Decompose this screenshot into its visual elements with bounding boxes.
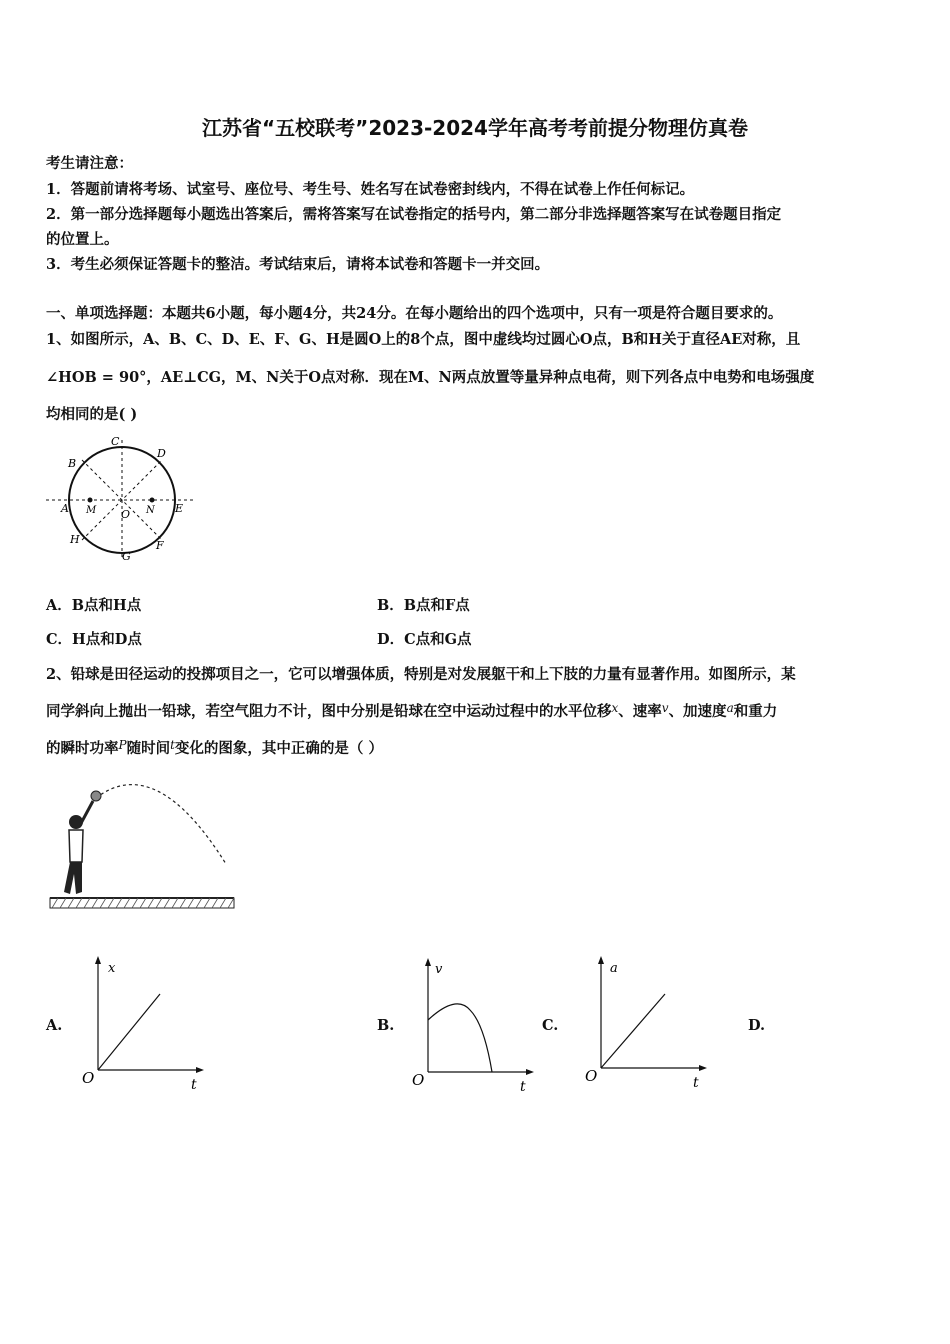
graph-c-ylabel: a: [610, 961, 618, 976]
section-heading: 一、单项选择题：本题共6小题，每小题4分，共24分。在每小题给出的四个选项中，只有一项是符合题目要求的。: [46, 305, 783, 322]
notice-item: 3．考生必须保证答题卡的整洁。考试结束后，请将本试卷和答题卡一并交回。: [46, 256, 550, 273]
graph-b-origin: O: [412, 1071, 425, 1089]
option-c[interactable]: C．H点和D点: [46, 631, 142, 648]
option-a[interactable]: A．B点和H点: [46, 597, 142, 614]
graph-c-origin: O: [585, 1067, 598, 1085]
graph-b-ylabel: v: [435, 962, 443, 977]
label-d: D: [157, 447, 166, 460]
label-g: G: [122, 550, 131, 563]
notice-item: 1．答题前请将考场、试室号、座位号、考生号、姓名写在试卷密封线内，不得在试卷上作任何标记。: [46, 181, 695, 198]
graph-b: [408, 952, 538, 1092]
label-b: B: [68, 457, 77, 470]
label-e: E: [175, 502, 184, 515]
question-2-text: 同学斜向上抛出一铅球，若空气阻力不计，图中分别是铅球在空中运动过程中的水平位移$^x$、速率$^v$、加速度$^a$和重力: [46, 701, 778, 720]
label-m: M: [86, 505, 97, 516]
graph-a: [78, 952, 208, 1092]
graph-a-origin: O: [82, 1069, 95, 1087]
notice-item: 2．第一部分选择题每小题选出答案后，需将答案写在试卷指定的括号内，第二部分非选择题答案写在试卷题目指定: [46, 206, 782, 223]
q2-option-a[interactable]: A.: [46, 1017, 63, 1034]
label-h: H: [70, 533, 80, 546]
notice-item: 的位置上。: [46, 231, 119, 248]
question-1-text: 均相同的是( ): [46, 406, 138, 423]
question-1-text: 1、如图所示，A、B、C、D、E、F、G、H是圆O上的8个点，图中虚线均过圆心O点，B和H关于直径AE对称，且: [46, 331, 801, 348]
graph-a-ylabel: x: [108, 961, 116, 976]
q2-option-b[interactable]: B.: [377, 1017, 395, 1034]
graph-c-xlabel: t: [693, 1075, 699, 1091]
q2-option-d[interactable]: D.: [748, 1017, 766, 1034]
label-a: A: [61, 502, 69, 515]
q2-option-c[interactable]: C.: [542, 1017, 559, 1034]
question-2-text: 的瞬时功率$^P$随时间$^t$变化的图象，其中正确的是（ ）: [46, 738, 383, 757]
graph-a-xlabel: t: [191, 1077, 197, 1092]
label-c: C: [111, 435, 120, 448]
question-2-text: 2、铅球是田径运动的投掷项目之一，它可以增强体质，特别是对发展躯干和上下肢的力量有显著作用。如图所示，某: [46, 666, 796, 683]
thrower-figure: [46, 772, 236, 917]
option-b[interactable]: B．B点和F点: [377, 597, 470, 614]
notice-heading: 考生请注意：: [46, 155, 133, 172]
label-n: N: [146, 505, 155, 516]
question-1-text: ∠HOB = 90°，AE⊥CG，M、N关于O点对称．现在M、N两点放置等量异种点电荷，则下列各点中电势和电场强度: [46, 369, 815, 386]
option-d[interactable]: D．C点和G点: [377, 631, 472, 648]
label-f: F: [156, 539, 164, 552]
graph-b-xlabel: t: [520, 1079, 526, 1092]
graph-c: [581, 952, 711, 1092]
label-o: O: [121, 508, 131, 521]
page-title: 江苏省“五校联考”2023-2024学年高考考前提分物理仿真卷: [202, 116, 748, 140]
circle-figure: [44, 432, 204, 567]
